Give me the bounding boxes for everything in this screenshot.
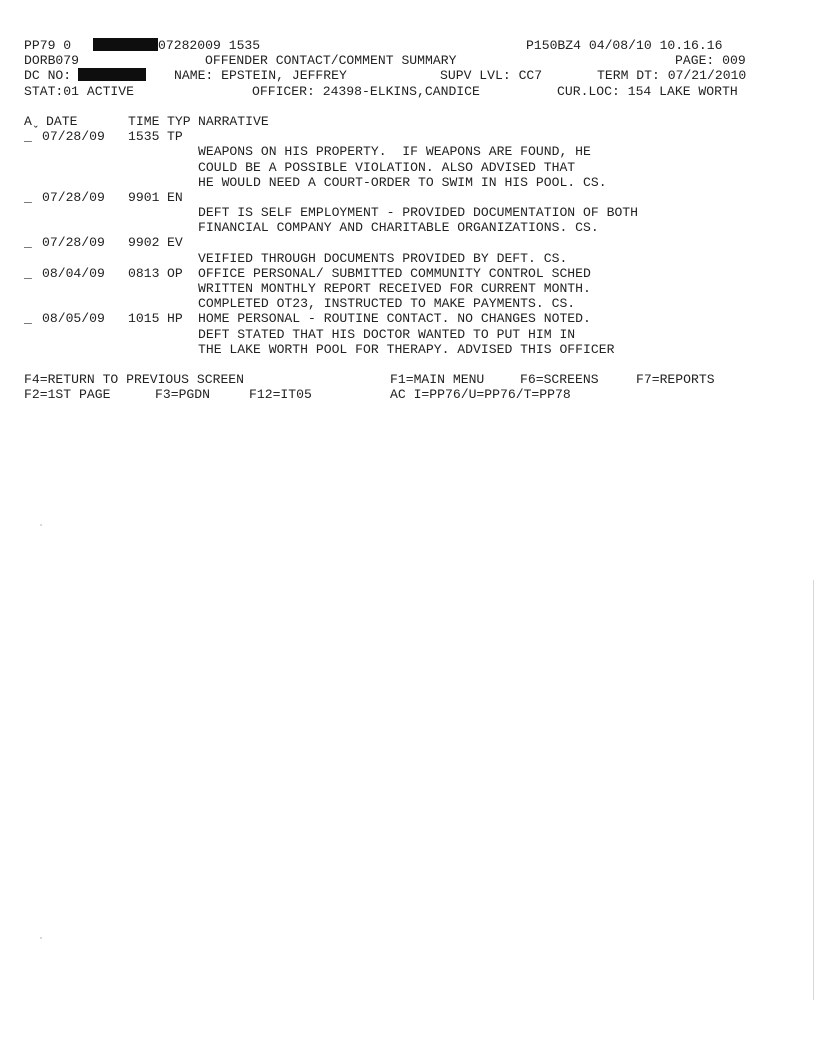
current-location: CUR.LOC: 154 LAKE WORTH bbox=[557, 83, 738, 99]
action-field[interactable]: _ bbox=[24, 129, 32, 145]
entry-line bbox=[24, 251, 804, 266]
offender-name: NAME: EPSTEIN, JEFFREY bbox=[174, 68, 347, 84]
entry-line bbox=[24, 160, 804, 175]
header-line-4 bbox=[24, 84, 804, 99]
entry-line bbox=[24, 311, 804, 326]
entry-line bbox=[24, 205, 804, 220]
narrative-line: WEAPONS ON HIS PROPERTY. IF WEAPONS ARE FOUND, HE bbox=[198, 144, 591, 160]
header-line-2 bbox=[24, 53, 804, 68]
session-stamp: 07282009 1535 bbox=[158, 38, 261, 53]
narrative-line: DEFT STATED THAT HIS DOCTOR WANTED TO PUT HIM IN bbox=[198, 326, 576, 342]
officer-text: OFFICER: 24398-ELKINS,CANDICE bbox=[252, 83, 480, 99]
narrative-line: COULD BE A POSSIBLE VIOLATION. ALSO ADVISED THAT bbox=[198, 159, 576, 175]
action-field[interactable]: _ bbox=[24, 311, 32, 327]
entry-type: EN bbox=[167, 189, 183, 205]
narrative-line: VEIFIED THROUGH DOCUMENTS PROVIDED BY DEFT. CS. bbox=[198, 250, 568, 266]
entry-date: 07/28/09 bbox=[42, 129, 105, 145]
entry-line bbox=[24, 266, 804, 281]
program-id: DORB079 bbox=[24, 53, 80, 69]
blank-line bbox=[24, 357, 804, 372]
terminal-stamp: P150BZ4 04/08/10 10.16.16 bbox=[526, 38, 723, 53]
termination-date: TERM DT: 07/21/2010 bbox=[597, 68, 747, 84]
contact-entry bbox=[24, 129, 804, 190]
dc-no-label: DC NO: bbox=[24, 68, 72, 84]
entry-date: 07/28/09 bbox=[42, 189, 105, 205]
f6-screens-key[interactable]: F6=SCREENS bbox=[520, 372, 599, 388]
entry-line bbox=[24, 144, 804, 159]
entry-time: 9902 bbox=[128, 235, 160, 251]
entry-line bbox=[24, 175, 804, 190]
f1-main-menu-key[interactable]: F1=MAIN MENU bbox=[390, 372, 485, 388]
action-field[interactable]: _ bbox=[24, 265, 32, 281]
column-header-narrative: NARRATIVE bbox=[198, 113, 269, 129]
screen-code: PP79 0 bbox=[24, 38, 72, 53]
entry-time: 1015 bbox=[128, 311, 160, 327]
column-header-date: DATE bbox=[46, 113, 78, 129]
column-header-time: TIME bbox=[128, 113, 160, 129]
entry-line bbox=[24, 190, 804, 205]
scan-edge-line bbox=[813, 580, 814, 1000]
entry-line bbox=[24, 327, 804, 342]
status-text: STAT:01 ACTIVE bbox=[24, 83, 135, 99]
header-line-3 bbox=[24, 68, 804, 83]
entry-line bbox=[24, 235, 804, 250]
page-label: PAGE: 009 bbox=[675, 53, 746, 69]
redaction-block-id bbox=[93, 38, 158, 51]
column-header-type: TYP bbox=[167, 113, 191, 129]
narrative-line: THE LAKE WORTH POOL FOR THERAPY. ADVISED THIS OFFICER bbox=[198, 341, 615, 357]
entry-type: TP bbox=[167, 129, 183, 145]
redaction-block-dc-number bbox=[78, 68, 146, 81]
narrative-line: HOME PERSONAL - ROUTINE CONTACT. NO CHANGES NOTED. bbox=[198, 311, 591, 327]
blank-line bbox=[24, 99, 804, 114]
action-field[interactable]: _ bbox=[24, 235, 32, 251]
contact-entry bbox=[24, 190, 804, 236]
entry-date: 08/05/09 bbox=[42, 311, 105, 327]
action-codes: AC I=PP76/U=PP76/T=PP78 bbox=[390, 387, 571, 403]
entry-type: HP bbox=[167, 311, 183, 327]
entry-line bbox=[24, 220, 804, 235]
narrative-line: DEFT IS SELF EMPLOYMENT - PROVIDED DOCUMENTATION OF BOTH bbox=[198, 205, 639, 221]
header-line-1 bbox=[24, 38, 804, 53]
entry-date: 07/28/09 bbox=[42, 235, 105, 251]
entry-date: 08/04/09 bbox=[42, 265, 105, 281]
terminal-screen bbox=[24, 38, 804, 403]
f12-it05-key[interactable]: F12=IT05 bbox=[249, 387, 312, 403]
entry-time: 0813 bbox=[128, 265, 160, 281]
narrative-line: OFFICE PERSONAL/ SUBMITTED COMMUNITY CONTROL SCHED bbox=[198, 265, 591, 281]
narrative-line: HE WOULD NEED A COURT-ORDER TO SWIM IN HIS POOL. CS. bbox=[198, 174, 607, 190]
column-header-action: Aˬ bbox=[24, 113, 40, 129]
entry-line bbox=[24, 281, 804, 296]
narrative-line: WRITTEN MONTHLY REPORT RECEIVED FOR CURRENT MONTH. bbox=[198, 281, 591, 296]
scan-speck bbox=[40, 937, 42, 939]
entry-type: EV bbox=[167, 235, 183, 251]
function-key-line-2 bbox=[24, 387, 804, 402]
column-header-row bbox=[24, 114, 804, 129]
contact-entry bbox=[24, 266, 804, 312]
contact-entry bbox=[24, 235, 804, 265]
screen-title: OFFENDER CONTACT/COMMENT SUMMARY bbox=[205, 53, 457, 69]
f7-reports-key[interactable]: F7=REPORTS bbox=[636, 372, 715, 388]
f4-return-key[interactable]: F4=RETURN TO PREVIOUS SCREEN bbox=[24, 372, 245, 388]
narrative-line: COMPLETED OT23, INSTRUCTED TO MAKE PAYMENTS. CS. bbox=[198, 296, 576, 312]
function-key-line-1 bbox=[24, 372, 804, 387]
narrative-line: FINANCIAL COMPANY AND CHARITABLE ORGANIZATIONS. CS. bbox=[198, 220, 599, 236]
entry-time: 9901 bbox=[128, 189, 160, 205]
scan-speck bbox=[40, 524, 42, 526]
entry-time: 1535 bbox=[128, 129, 160, 145]
entry-type: OP bbox=[167, 265, 183, 281]
supervision-level: SUPV LVL: CC7 bbox=[440, 68, 543, 84]
entry-line bbox=[24, 342, 804, 357]
f2-first-page-key[interactable]: F2=1ST PAGE bbox=[24, 387, 111, 403]
contact-entry bbox=[24, 311, 804, 357]
action-field[interactable]: _ bbox=[24, 189, 32, 205]
entry-line bbox=[24, 129, 804, 144]
entry-line bbox=[24, 296, 804, 311]
f3-page-down-key[interactable]: F3=PGDN bbox=[155, 387, 211, 403]
